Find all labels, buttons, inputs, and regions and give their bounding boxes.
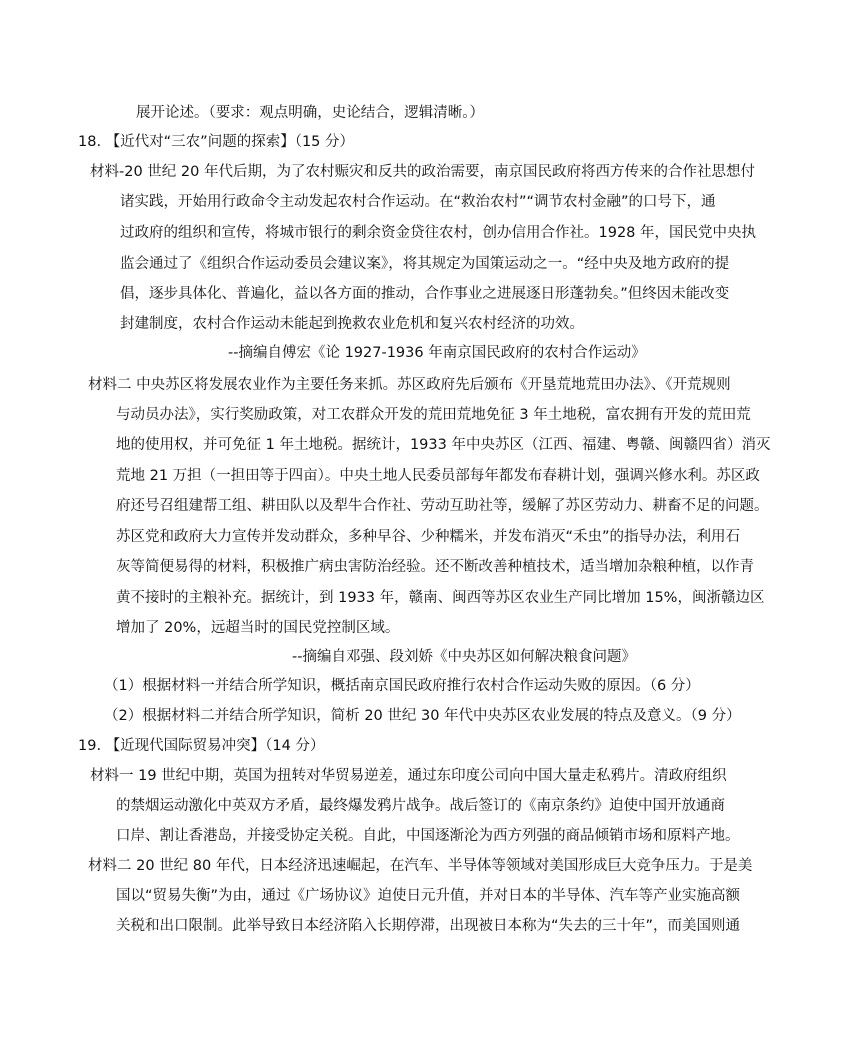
q18-material1-line: 过政府的组织和宣传，将城市银行的剩余资金贷往农村，创办信用合作社。1928 年，国民党中央执 (120, 225, 757, 241)
q18-material2-line: 灰等简便易得的材料，积极推广病虫害防治经验。还不断改善种植技术，适当增加杂粮种植，以作青 (116, 559, 754, 575)
q18-material2-line: 府还号召组建帮工组、耕田队以及犁牛合作社、劳动互助社等，缓解了苏区劳动力、耕畜不足的问题。 (116, 498, 769, 514)
q18-material1-line: 材料-20 世纪 20 年代后期，为了农村赈灾和反共的政治需要，南京国民政府将西方传来的合作社思想付 (90, 164, 755, 180)
q18-source1: --摘编自傅宏《论 1927-1936 年南京国民政府的农村合作运动》 (228, 345, 646, 361)
q18-source2: --摘编自邓强、段刘娇《中央苏区如何解决粮食问题》 (292, 649, 636, 665)
q18-material2-line: 与动员办法》，实行奖励政策，对工农群众开发的荒田荒地免征 3 年土地税，富农拥有开发的荒田荒 (116, 407, 751, 423)
q19-material1-line: 的禁烟运动激化中英双方矛盾，最终爆发鸦片战争。战后签订的《南京条约》迫使中国开放通商 (116, 798, 725, 814)
q18-material1-line: 诸实践，开始用行政命令主动发起农村合作运动。在“救治农村”“调节农村金融”的口号下，通 (120, 194, 716, 210)
q18-subquestion-1: （1）根据材料一并结合所学知识，概括南京国民政府推行农村合作运动失败的原因。（6 分） (104, 678, 700, 694)
q18-subquestion-2: （2）根据材料二并结合所学知识，简析 20 世纪 30 年代中央苏区农业发展的特点及意义。（9 分） (104, 708, 741, 724)
q18-heading: 18. 【近代对“三农”问题的探索】（15 分） (78, 134, 355, 150)
intro-requirement-line: 展开论述。（要求：观点明确，史论结合，逻辑清晰。） (136, 105, 484, 121)
q18-material2-line: 地的使用权，并可免征 1 年土地税。据统计，1933 年中央苏区（江西、福建、粤赣、闽赣四省）消灭 (116, 437, 771, 453)
q18-material1-line: 监会通过了《组织合作运动委员会建议案》，将其规定为国策运动之一。“经中央及地方政府的提 (120, 256, 730, 272)
q18-material2-line: 黄不接时的主粮补充。据统计，到 1933 年，赣南、闽西等苏区农业生产同比增加 15%，闽浙赣边区 (116, 590, 765, 606)
q19-heading: 19. 【近现代国际贸易冲突】（14 分） (78, 738, 325, 754)
q19-material2-line: 国以“贸易失衡”为由，通过《广场协议》迫使日元升值，并对日本的半导体、汽车等产业实施高额 (116, 888, 741, 904)
q18-material2-line: 荒地 21 万担（一担田等于四亩）。中央土地人民委员部每年都发布春耕计划，强调兴修水利。苏区政 (116, 468, 760, 484)
q18-material1-line: 倡，逐步具体化、普遍化，益以各方面的推动，合作事业之进展逐日形蓬勃矣。”但终因未能改变 (120, 286, 730, 302)
q19-material2-line: 材料二 20 世纪 80 年代，日本经济迅速崛起，在汽车、半导体等领域对美国形成巨大竞争压力。于是美 (88, 858, 753, 874)
q19-material2-line: 关税和出口限制。此举导致日本经济陷入长期停滞，出现被日本称为“失去的三十年”，而美国则通 (116, 918, 741, 934)
q19-material1-line: 口岸、割让香港岛，并接受协定关税。自此，中国逐渐沦为西方列强的商品倾销市场和原料产地。 (116, 828, 740, 844)
q18-material2-line: 苏区党和政府大力宣传并发动群众，多种早谷、少种糯米，并发布消灭“禾虫”的指导办法，利用石 (116, 529, 741, 545)
q18-material2-line: 增加了 20%，远超当时的国民党控制区域。 (116, 620, 400, 636)
q18-material1-line: 封建制度，农村合作运动未能起到挽救农业危机和复兴农村经济的功效。 (120, 316, 584, 332)
q18-material2-line: 材料二 中央苏区将发展农业作为主要任务来抓。苏区政府先后颁布《开垦荒地荒田办法》、《开荒规则 (88, 377, 731, 393)
q19-material1-line: 材料一 19 世纪中期，英国为扭转对华贸易逆差，通过东印度公司向中国大量走私鸦片。清政府组织 (90, 768, 727, 784)
